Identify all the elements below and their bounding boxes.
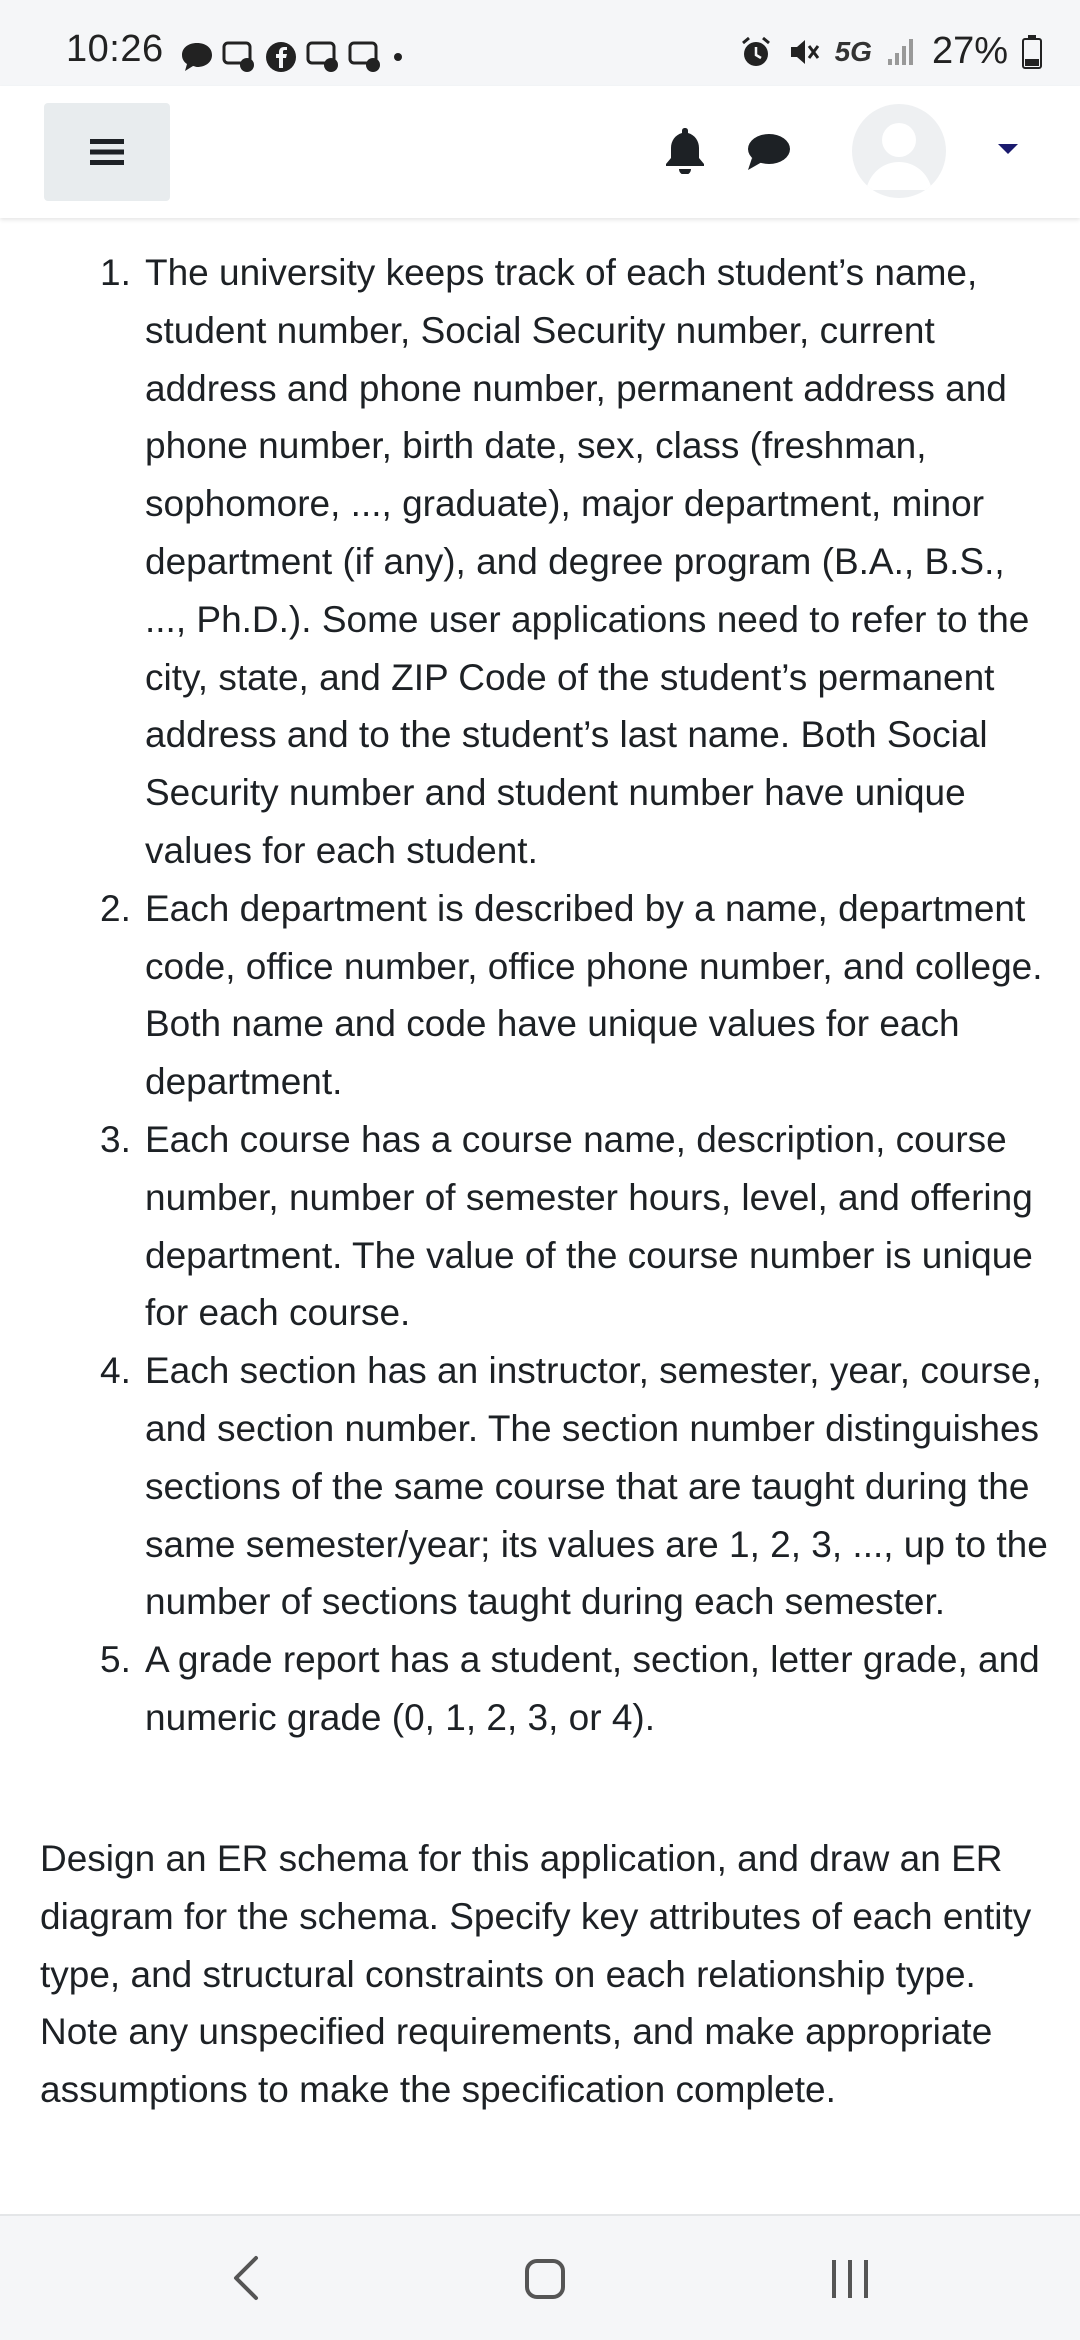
mute-icon <box>787 35 821 69</box>
list-item-text: Each section has an instructor, semester, year, course, and section number. The section number distinguishes sections of the same course that are taught during the same semester/year; its values are 1, 2, 3, ..., up to the number of sections taught during each semester. <box>145 1350 1048 1623</box>
list-item <box>0 244 1080 880</box>
closing-paragraph: Design an ER schema for this application, and draw an ER diagram for the schema. Specify key attributes of each entity type, and structural constraints on each relationship type. Note any unspecified requirements, and make appropriate assumptions to make the specification complete. <box>40 1838 1032 2111</box>
back-icon[interactable] <box>228 2254 264 2302</box>
list-item-number: 3. <box>100 1118 131 1160</box>
hamburger-icon <box>90 137 124 167</box>
status-indicators <box>739 30 1042 73</box>
facebook-icon <box>264 40 298 74</box>
user-avatar[interactable] <box>852 104 946 198</box>
signal-icon <box>886 37 918 67</box>
list-item <box>0 880 1080 1111</box>
list-item <box>0 1342 1080 1631</box>
battery-icon <box>1022 35 1042 69</box>
bell-icon[interactable] <box>664 126 706 174</box>
list-item-text: The university keeps track of each student’s name, student number, Social Security number, current address and phone number, permanent address and phone number, birth date, sex, class (freshman, sophomore, ..., graduate), major department, minor department (if any), and degree program (B.A., B.S., ..., Ph.D.). Some user applications need to refer to the city, state, and ZIP Code of the student’s permanent address and to the student’s last name. Both Social Security number and student number have unique values for each student. <box>145 252 1030 871</box>
list-item-number: 1. <box>100 252 131 293</box>
system-nav-bar <box>0 2216 1080 2340</box>
messenger-icon <box>306 41 340 73</box>
list-item-number: 5. <box>100 1639 131 1681</box>
alarm-icon <box>739 35 773 69</box>
list-item-text: Each course has a course name, description, course number, number of semester hours, level, and offering department. The value of the course number is unique for each course. <box>145 1118 1033 1334</box>
list-item <box>0 1631 1080 1747</box>
list-item <box>0 1111 1080 1342</box>
messages-icon[interactable] <box>746 132 792 172</box>
more-notifications-dot-icon <box>390 49 406 65</box>
chat-bubble-icon <box>180 41 214 73</box>
recent-apps-icon[interactable] <box>828 2258 872 2300</box>
user-menu-caret-icon[interactable] <box>996 142 1020 156</box>
status-time: 10:26 <box>66 28 164 70</box>
network-type: 5G <box>834 35 872 67</box>
list-item-number: 4. <box>100 1350 131 1392</box>
messenger-icon <box>222 41 256 73</box>
requirements-list <box>0 244 1080 1747</box>
question-content <box>0 218 1080 2216</box>
battery-percent: 27% <box>931 30 1008 72</box>
list-item-text: A grade report has a student, section, letter grade, and numeric grade (0, 1, 2, 3, or 4). <box>145 1639 1040 1738</box>
user-avatar-icon <box>852 104 946 198</box>
notification-icons <box>180 40 406 74</box>
home-icon[interactable] <box>524 2258 566 2300</box>
app-header <box>0 86 1080 218</box>
messenger-icon <box>348 41 382 73</box>
list-item-text: Each department is described by a name, department code, office number, office phone number, and college. Both name and code have unique values for each department. <box>145 887 1043 1103</box>
menu-button[interactable] <box>44 103 170 201</box>
list-item-number: 2. <box>100 887 131 929</box>
status-bar <box>0 0 1080 86</box>
